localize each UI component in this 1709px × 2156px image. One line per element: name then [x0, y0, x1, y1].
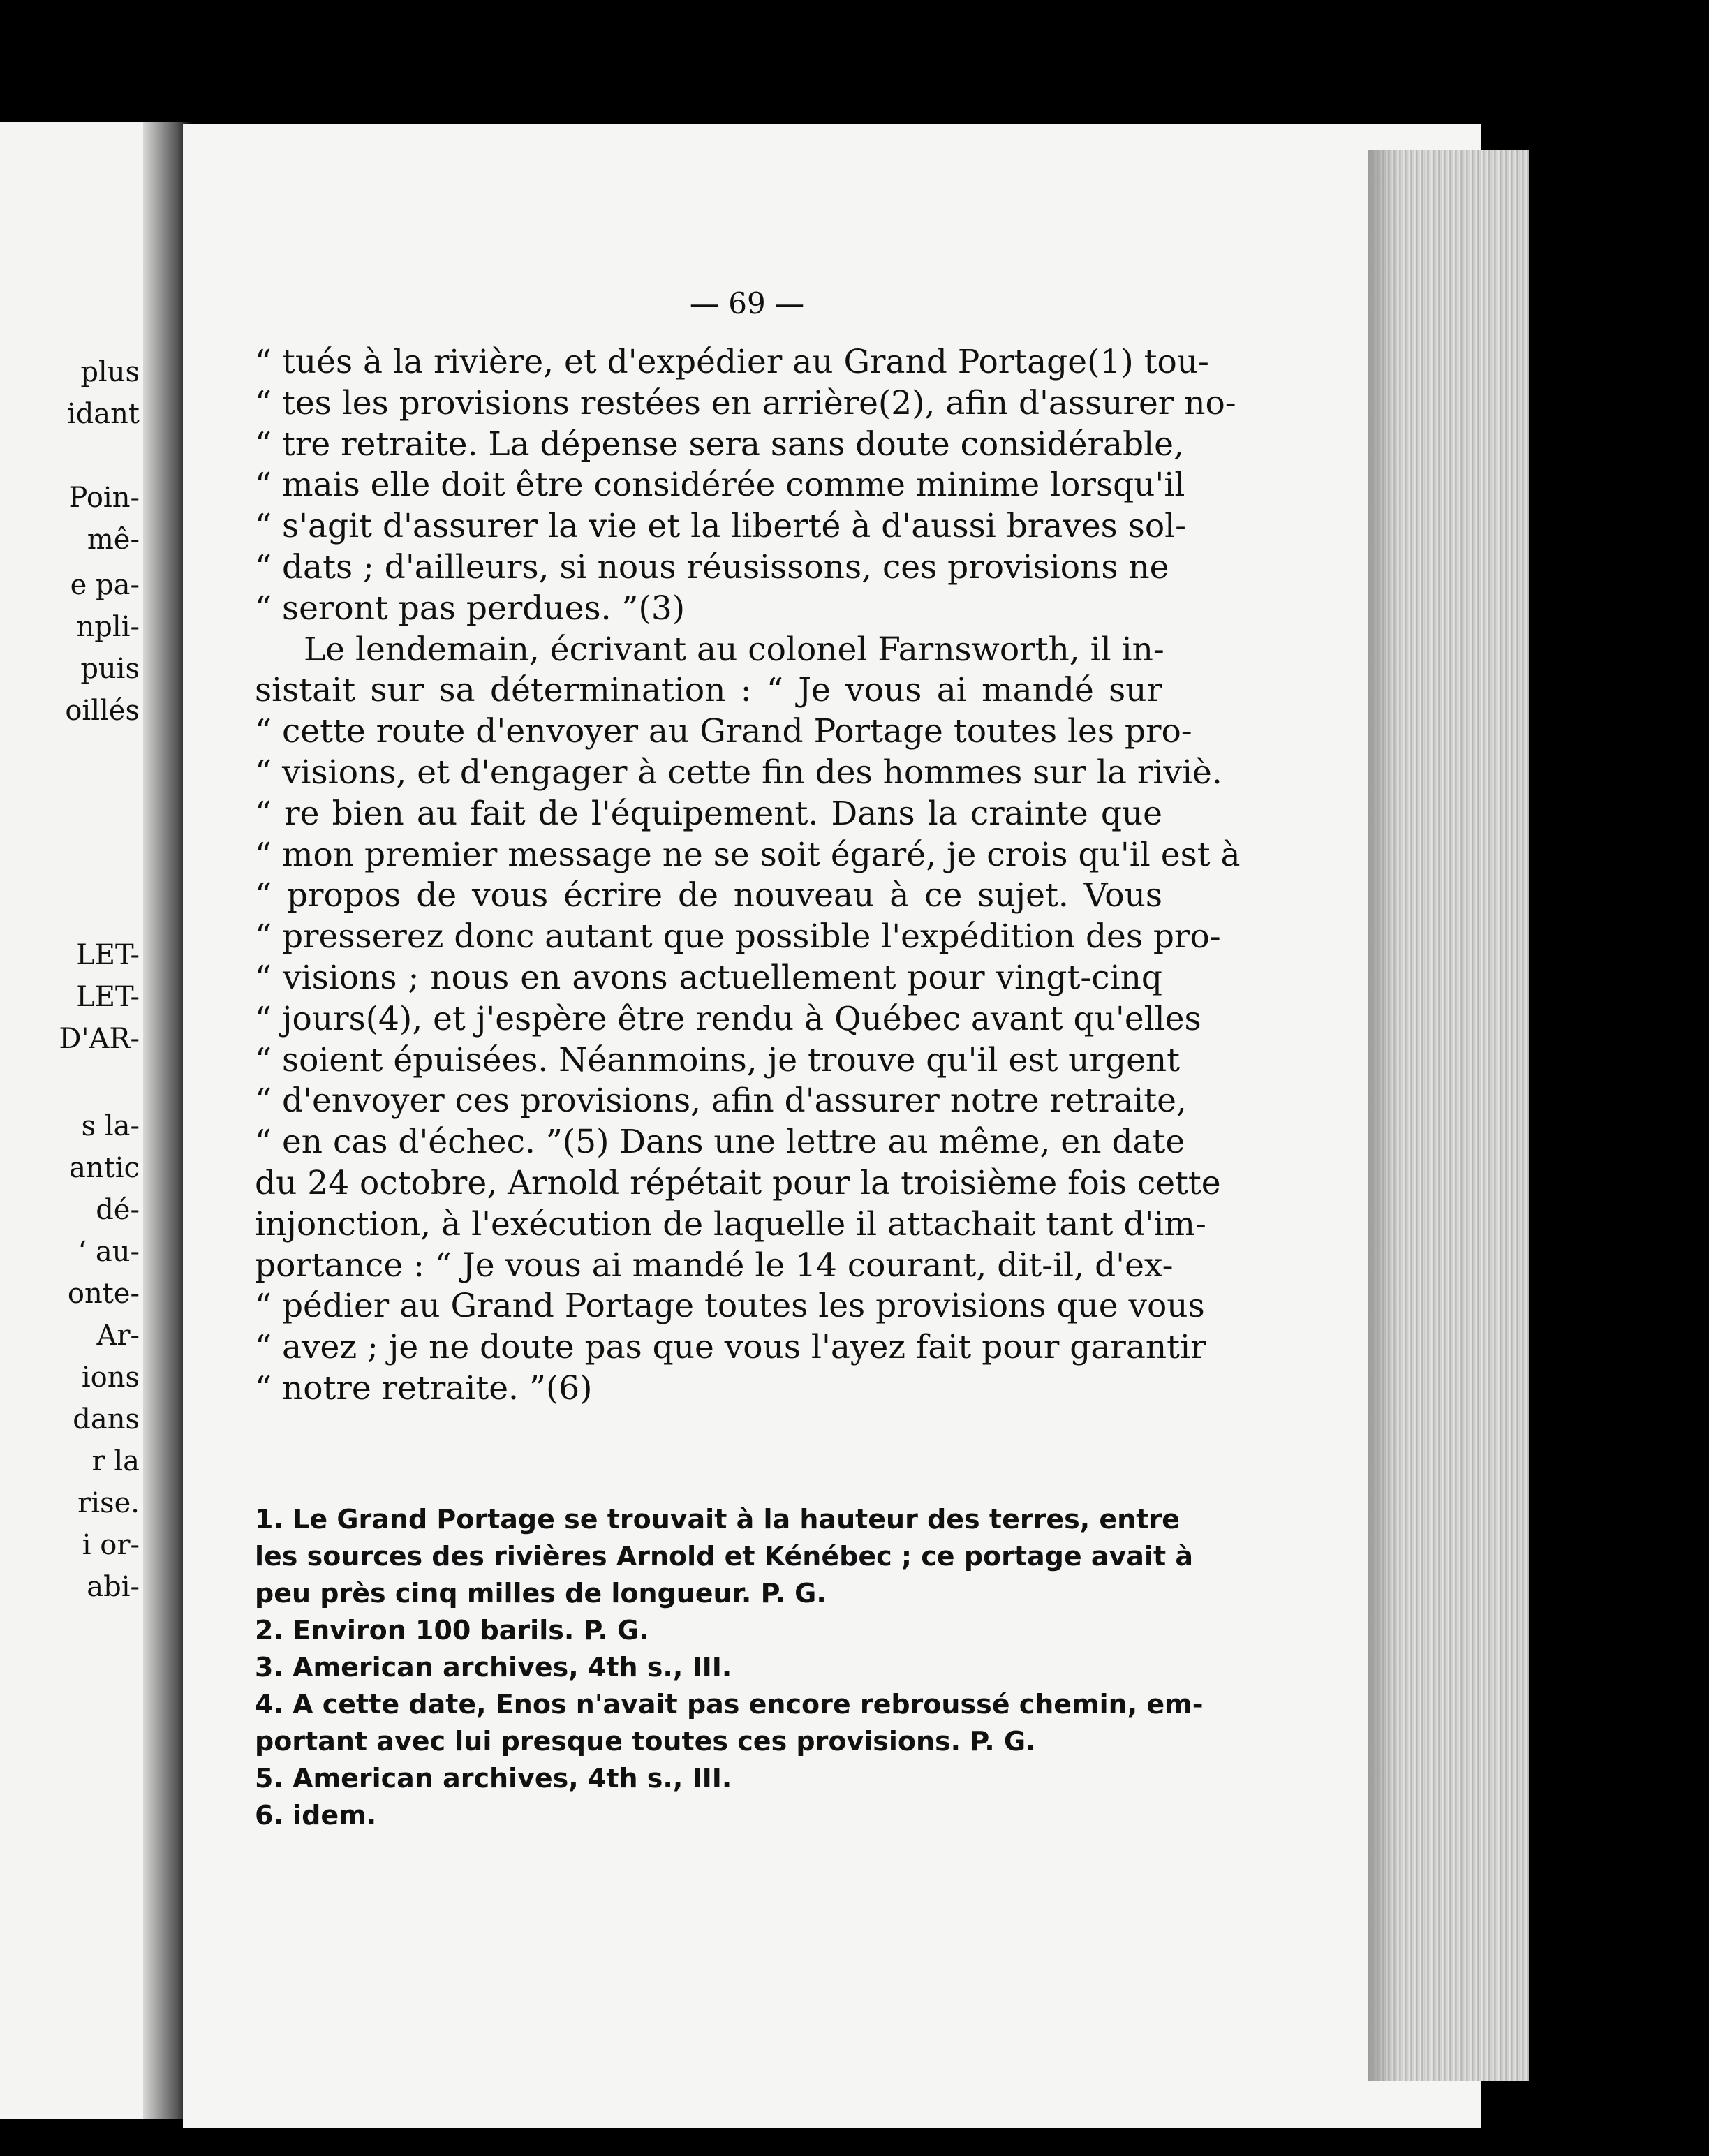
left-page-line: i or-	[82, 1529, 140, 1561]
body-line: “ visions ; nous en avons actuellement pour vingt-cinq	[255, 958, 1162, 997]
footnote-line: peu près cinq milles de longueur. P. G.	[255, 1578, 827, 1609]
left-page-line: dé-	[96, 1194, 140, 1226]
body-line: “ propos de vous écrire de nouveau à ce sujet. Vous	[255, 876, 1162, 915]
body-line: “ s'agit d'assurer la vie et la liberté à d'aussi braves sol-	[255, 507, 1187, 546]
footnote-line: 6. idem.	[255, 1800, 377, 1831]
body-line: “ avez ; je ne doute pas que vous l'ayez fait pour garantir	[255, 1328, 1206, 1367]
body-line: “ soient épuisées. Néanmoins, je trouve qu'il est urgent	[255, 1040, 1181, 1079]
footnote-line: 1. Le Grand Portage se trouvait à la hauteur des terres, entre	[255, 1504, 1180, 1535]
body-line: “ cette route d'envoyer au Grand Portage toutes les pro-	[255, 712, 1192, 751]
body-line: sistait sur sa détermination : “ Je vous ai mandé sur	[255, 671, 1162, 710]
left-page-line: Ar-	[96, 1320, 140, 1352]
left-page-line: abi-	[87, 1571, 140, 1603]
left-page-line: oillés	[65, 695, 140, 727]
left-page-line: ions	[81, 1361, 140, 1394]
body-line: “ dats ; d'ailleurs, si nous réusissons, ces provisions ne	[255, 547, 1169, 586]
body-line: injonction, à l'exécution de laquelle il attachait tant d'im-	[255, 1204, 1206, 1243]
body-line: “ mais elle doit être considérée comme minime lorsqu'il	[255, 466, 1185, 505]
body-line: “ presserez donc autant que possible l'expédition des pro-	[255, 917, 1221, 957]
left-page-line: onte-	[67, 1278, 140, 1310]
left-page-line: s la-	[81, 1110, 140, 1142]
footnotes	[255, 1501, 1204, 1834]
body-line: Le lendemain, écrivant au colonel Farnsworth, il in-	[304, 630, 1164, 669]
left-page-line: r la	[91, 1445, 140, 1477]
body-line: “ mon premier message ne se soit égaré, je crois qu'il est à	[255, 835, 1241, 874]
left-page-line: plus	[80, 356, 140, 388]
body-line: “ tes les provisions restées en arrière(2), afin d'assurer no-	[255, 383, 1236, 422]
left-page-line: D'AR-	[59, 1023, 140, 1055]
body-line: “ d'envoyer ces provisions, afin d'assurer notre retraite,	[255, 1081, 1187, 1121]
body-line: “ jours(4), et j'espère être rendu à Québec avant qu'elles	[255, 999, 1201, 1038]
page-number: — 69 —	[689, 286, 805, 320]
left-page-line: e pa-	[70, 569, 140, 601]
left-page-line: ‘ au-	[77, 1236, 140, 1268]
footnote-line: 5. American archives, 4th s., III.	[255, 1763, 732, 1794]
footnote-line: 3. American archives, 4th s., III.	[255, 1652, 732, 1683]
body-line: “ visions, et d'engager à cette fin des hommes sur la riviè.	[255, 753, 1222, 792]
left-page-line: idant	[66, 398, 140, 430]
left-page-line: mê-	[87, 524, 140, 556]
body-line: “ tre retraite. La dépense sera sans doute considérable,	[255, 424, 1184, 464]
left-page-line: LET-	[76, 939, 140, 971]
left-page-line: puis	[80, 653, 140, 685]
left-page-line: dans	[73, 1403, 140, 1435]
left-page-line: npli-	[76, 611, 140, 643]
body-line: “ pédier au Grand Portage toutes les provisions que vous	[255, 1287, 1205, 1326]
page-edges	[1368, 150, 1529, 2081]
body-line: “ notre retraite. ”(6)	[255, 1368, 593, 1408]
body-line: “ tués à la rivière, et d'expédier au Grand Portage(1) tou-	[255, 343, 1209, 381]
left-page-line: rise.	[77, 1487, 140, 1519]
footnote-line: 2. Environ 100 barils. P. G.	[255, 1615, 649, 1646]
body-line: “ en cas d'échec. ”(5) Dans une lettre au même, en date	[255, 1123, 1185, 1162]
footnote-line: portant avec lui presque toutes ces provisions. P. G.	[255, 1726, 1036, 1757]
body-line: “ seront pas perdues. ”(3)	[255, 589, 686, 628]
body-line: du 24 octobre, Arnold répétait pour la troisième fois cette	[255, 1163, 1221, 1202]
left-page-line: Poin-	[68, 482, 140, 514]
left-page-line: LET-	[76, 981, 140, 1013]
body-line: portance : “ Je vous ai mandé le 14 courant, dit-il, d'ex-	[255, 1246, 1174, 1285]
footnote-line: les sources des rivières Arnold et Kénébec ; ce portage avait à	[255, 1541, 1193, 1572]
body-text	[255, 342, 1241, 1410]
left-page-line: antic	[69, 1152, 140, 1184]
footnote-line: 4. A cette date, Enos n'avait pas encore rebroussé chemin, em-	[255, 1689, 1204, 1720]
body-line: “ re bien au fait de l'équipement. Dans la crainte que	[255, 794, 1162, 833]
